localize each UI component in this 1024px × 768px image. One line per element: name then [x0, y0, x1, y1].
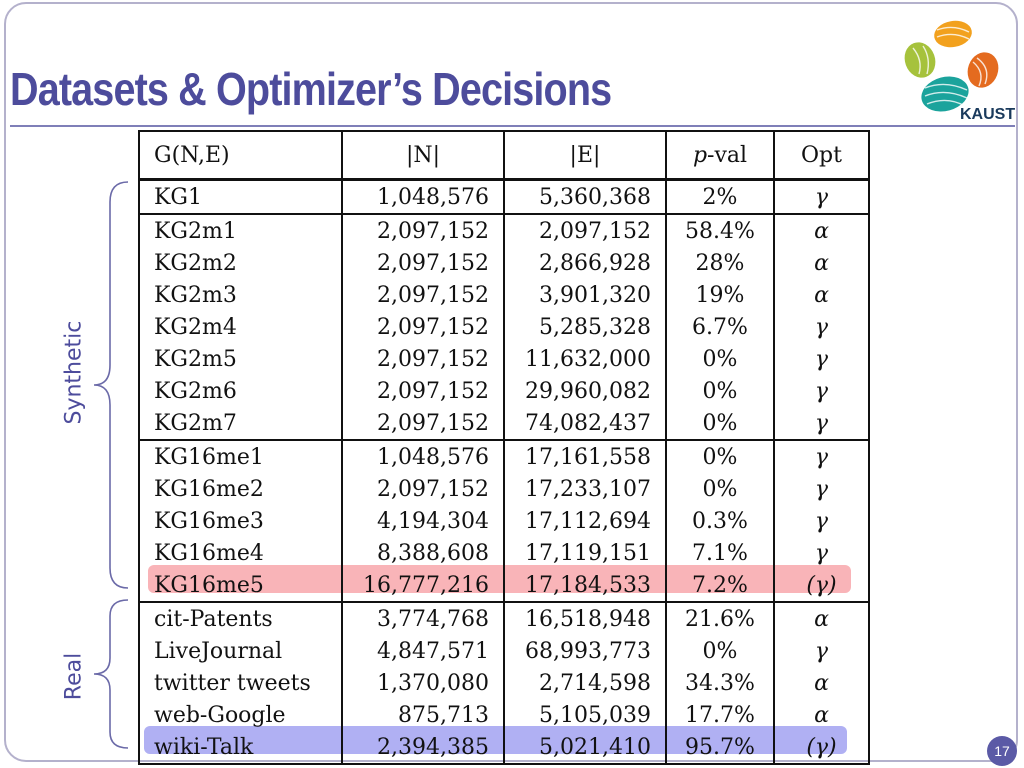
cell-edges: 16,518,948: [504, 602, 666, 635]
cell-pval: 0.3%: [666, 505, 774, 537]
table-row: [139, 667, 869, 699]
cell-graph-name: KG2m2: [139, 247, 342, 279]
table-row: [139, 180, 869, 215]
table-row: [139, 311, 869, 343]
cell-opt: α: [774, 667, 869, 699]
table-row: [139, 602, 869, 635]
cell-pval: 95.7%: [666, 731, 774, 764]
cell-graph-name: KG16me4: [139, 537, 342, 569]
cell-graph-name: KG1: [139, 180, 342, 215]
cell-opt: γ: [774, 635, 869, 667]
cell-edges: 5,021,410: [504, 731, 666, 764]
table-header-row: [139, 131, 869, 180]
cell-pval: 2%: [666, 180, 774, 215]
logo-text: KAUST: [960, 106, 1016, 123]
cell-edges: 68,993,773: [504, 635, 666, 667]
header-pval: [666, 131, 774, 180]
cell-nodes: 2,097,152: [342, 473, 504, 505]
header-pval-italic: p: [692, 142, 708, 168]
cell-nodes: 875,713: [342, 699, 504, 731]
header-edges: |E|: [504, 131, 666, 180]
cell-pval: 0%: [666, 375, 774, 407]
table-row: [139, 214, 869, 247]
table-row: [139, 731, 869, 764]
title-underline: [10, 125, 1015, 127]
table-row: [139, 537, 869, 569]
cell-opt: γ: [774, 537, 869, 569]
cell-nodes: 2,097,152: [342, 311, 504, 343]
cell-pval: 28%: [666, 247, 774, 279]
header-nodes: |N|: [342, 131, 504, 180]
cell-opt: α: [774, 247, 869, 279]
cell-pval: 58.4%: [666, 214, 774, 247]
cell-nodes: 2,097,152: [342, 375, 504, 407]
cell-nodes: 2,097,152: [342, 247, 504, 279]
real-group-label: Real: [61, 652, 87, 701]
cell-edges: 5,285,328: [504, 311, 666, 343]
cell-graph-name: web-Google: [139, 699, 342, 731]
header-graph: G(N,E): [139, 131, 342, 180]
real-brace: [88, 598, 134, 750]
table-row: [139, 375, 869, 407]
cell-pval: 19%: [666, 279, 774, 311]
cell-pval: 0%: [666, 473, 774, 505]
page-number-badge: 17: [987, 736, 1017, 766]
table-row: [139, 407, 869, 440]
cell-graph-name: KG16me2: [139, 473, 342, 505]
cell-graph-name: KG16me5: [139, 569, 342, 602]
cell-opt: α: [774, 214, 869, 247]
cell-edges: 2,714,598: [504, 667, 666, 699]
table-row: [139, 505, 869, 537]
cell-pval: 0%: [666, 407, 774, 440]
cell-graph-name: KG16me3: [139, 505, 342, 537]
cell-pval: 0%: [666, 635, 774, 667]
table-row: [139, 440, 869, 473]
synthetic-brace: [88, 180, 134, 590]
cell-opt: γ: [774, 180, 869, 215]
cell-opt: γ: [774, 375, 869, 407]
cell-edges: 5,105,039: [504, 699, 666, 731]
cell-nodes: 2,097,152: [342, 343, 504, 375]
cell-nodes: 1,370,080: [342, 667, 504, 699]
cell-nodes: 3,774,768: [342, 602, 504, 635]
cell-pval: 0%: [666, 343, 774, 375]
cell-opt: γ: [774, 407, 869, 440]
cell-pval: 6.7%: [666, 311, 774, 343]
cell-edges: 17,161,558: [504, 440, 666, 473]
cell-nodes: 4,194,304: [342, 505, 504, 537]
cell-nodes: 2,097,152: [342, 407, 504, 440]
table-row: [139, 569, 869, 602]
synthetic-group-label: Synthetic: [61, 320, 87, 425]
slide-title: Datasets & Optimizer’s Decisions: [10, 63, 612, 115]
cell-edges: 3,901,320: [504, 279, 666, 311]
cell-pval: 17.7%: [666, 699, 774, 731]
cell-edges: 11,632,000: [504, 343, 666, 375]
cell-edges: 2,866,928: [504, 247, 666, 279]
cell-edges: 29,960,082: [504, 375, 666, 407]
cell-graph-name: twitter tweets: [139, 667, 342, 699]
cell-pval: 7.2%: [666, 569, 774, 602]
cell-opt: (γ): [774, 731, 869, 764]
cell-graph-name: KG2m5: [139, 343, 342, 375]
header-opt: Opt: [774, 131, 869, 180]
cell-opt: γ: [774, 343, 869, 375]
cell-pval: 34.3%: [666, 667, 774, 699]
cell-edges: 17,119,151: [504, 537, 666, 569]
table-row: [139, 279, 869, 311]
cell-graph-name: KG2m6: [139, 375, 342, 407]
cell-edges: 5,360,368: [504, 180, 666, 215]
cell-edges: 74,082,437: [504, 407, 666, 440]
cell-nodes: 2,097,152: [342, 214, 504, 247]
cell-nodes: 1,048,576: [342, 440, 504, 473]
table-row: [139, 699, 869, 731]
cell-graph-name: LiveJournal: [139, 635, 342, 667]
cell-edges: 17,112,694: [504, 505, 666, 537]
cell-nodes: 16,777,216: [342, 569, 504, 602]
cell-graph-name: KG16me1: [139, 440, 342, 473]
cell-opt: α: [774, 279, 869, 311]
cell-opt: γ: [774, 505, 869, 537]
cell-nodes: 4,847,571: [342, 635, 504, 667]
cell-opt: γ: [774, 311, 869, 343]
cell-edges: 17,233,107: [504, 473, 666, 505]
datasets-table: [138, 130, 870, 765]
cell-edges: 17,184,533: [504, 569, 666, 602]
cell-nodes: 2,097,152: [342, 279, 504, 311]
header-pval-rest: -val: [707, 142, 748, 168]
cell-nodes: 8,388,608: [342, 537, 504, 569]
cell-opt: α: [774, 699, 869, 731]
cell-opt: γ: [774, 473, 869, 505]
table-row: [139, 247, 869, 279]
cell-graph-name: KG2m3: [139, 279, 342, 311]
cell-graph-name: KG2m1: [139, 214, 342, 247]
cell-opt: α: [774, 602, 869, 635]
cell-graph-name: KG2m4: [139, 311, 342, 343]
cell-pval: 0%: [666, 440, 774, 473]
cell-graph-name: KG2m7: [139, 407, 342, 440]
table-row: [139, 473, 869, 505]
cell-pval: 7.1%: [666, 537, 774, 569]
table-row: [139, 343, 869, 375]
cell-pval: 21.6%: [666, 602, 774, 635]
cell-opt: (γ): [774, 569, 869, 602]
cell-nodes: 2,394,385: [342, 731, 504, 764]
cell-graph-name: cit-Patents: [139, 602, 342, 635]
cell-opt: γ: [774, 440, 869, 473]
cell-nodes: 1,048,576: [342, 180, 504, 215]
table-row: [139, 635, 869, 667]
cell-graph-name: wiki-Talk: [139, 731, 342, 764]
cell-edges: 2,097,152: [504, 214, 666, 247]
